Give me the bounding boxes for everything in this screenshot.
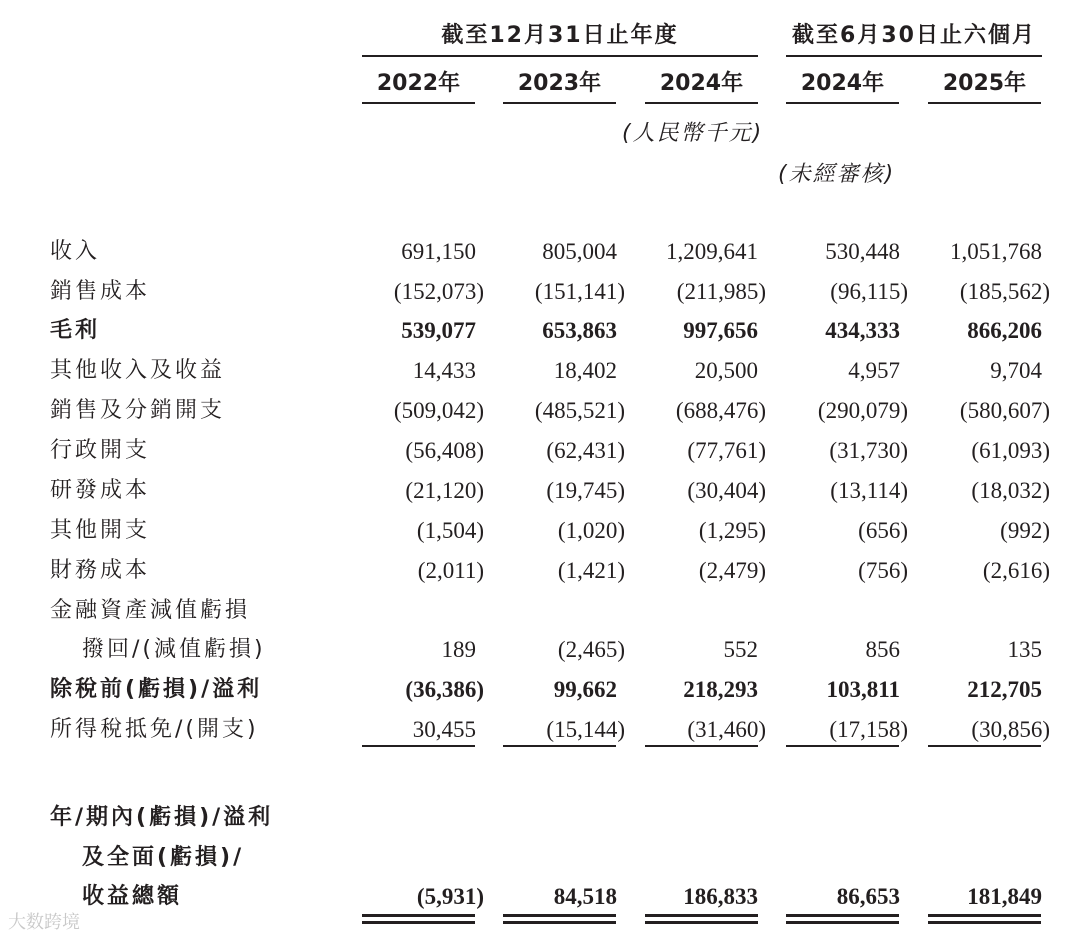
group-header-six-months: 截至6月30日止六個月 [792,23,1036,48]
year-header-2024-h1: 2024年 [800,71,885,96]
table-cell: 84,518 [553,884,617,909]
table-cell: 186,833 [683,884,758,909]
table-cell: 805,004 [542,239,617,264]
subtotal-rule [362,745,475,747]
table-cell: (992) [1000,518,1050,543]
year-header-rule [362,102,475,104]
table-cell: 552 [723,637,758,662]
table-cell: 99,662 [553,677,617,702]
subtotal-rule [786,745,899,747]
row-label: 其他收入及收益 [50,358,226,383]
row-label: 及全面(虧損)/ [82,845,245,870]
table-cell: (1,020) [557,518,625,543]
group-header-fiscal-year: 截至12月31日止年度 [441,23,679,48]
row-label: 收入 [50,239,101,264]
table-cell: 691,150 [401,239,476,264]
table-cell: (5,931) [416,884,484,909]
table-cell: (62,431) [546,438,625,463]
table-cell: (56,408) [405,438,484,463]
subtotal-rule [928,745,1041,747]
table-cell: (18,032) [971,478,1050,503]
total-double-rule [645,914,758,924]
table-cell: 9,704 [990,358,1042,383]
table-cell: 434,333 [825,318,900,343]
table-cell: (2,465) [557,637,625,662]
table-cell: (77,761) [687,438,766,463]
table-cell: (151,141) [534,279,625,304]
table-cell: 856 [865,637,900,662]
table-cell: (31,730) [829,438,908,463]
year-header-rule [928,102,1041,104]
table-cell: (1,504) [416,518,484,543]
year-header-2025-h1: 2025年 [942,71,1027,96]
table-cell: (2,011) [417,558,484,583]
table-cell: (580,607) [959,398,1050,423]
table-cell: 1,209,641 [666,239,758,264]
year-header-2024: 2024年 [659,71,744,96]
group-header-rule [786,55,1042,57]
table-cell: (756) [858,558,908,583]
row-label: 行政開支 [50,438,151,463]
subtotal-rule [645,745,758,747]
table-cell: 212,705 [967,677,1042,702]
table-cell: 530,448 [825,239,900,264]
table-cell: 218,293 [683,677,758,702]
table-cell: (509,042) [393,398,484,423]
row-label: 研發成本 [50,478,151,503]
table-cell: 189 [441,637,476,662]
table-cell: 135 [1007,637,1042,662]
table-cell: 103,811 [826,677,900,702]
row-label: 銷售成本 [50,279,151,304]
table-cell: (2,479) [698,558,766,583]
table-cell: (13,114) [830,478,908,503]
watermark-logo: 大数跨境 [8,912,80,933]
table-cell: (688,476) [675,398,766,423]
table-cell: (21,120) [405,478,484,503]
total-double-rule [503,914,616,924]
table-cell: 539,077 [401,318,476,343]
currency-note: (人民幣千元) [622,121,764,146]
row-label: 其他開支 [50,518,151,543]
row-label: 撥回/(減值虧損) [82,637,266,662]
year-header-rule [645,102,758,104]
row-label: 年/期內(虧損)/溢利 [50,805,274,830]
row-label: 毛利 [50,318,101,343]
table-cell: 30,455 [412,717,476,742]
table-cell: (30,856) [971,717,1050,742]
table-cell: 997,656 [683,318,758,343]
row-label: 金融資產減值虧損 [50,598,251,623]
table-cell: 18,402 [553,358,617,383]
table-cell: (1,295) [698,518,766,543]
table-cell: (185,562) [959,279,1050,304]
total-double-rule [362,914,475,924]
table-cell: (211,985) [676,279,766,304]
table-cell: 86,653 [836,884,900,909]
unaudited-note: (未經審核) [778,162,896,187]
table-cell: 866,206 [967,318,1042,343]
table-cell: (96,115) [830,279,908,304]
year-header-2022: 2022年 [376,71,461,96]
table-cell: (152,073) [393,279,484,304]
row-label: 財務成本 [50,558,151,583]
table-cell: 1,051,768 [950,239,1042,264]
row-label: 除稅前(虧損)/溢利 [50,677,263,702]
table-cell: 181,849 [967,884,1042,909]
table-cell: (36,386) [405,677,484,702]
table-cell: (1,421) [557,558,625,583]
subtotal-rule [503,745,616,747]
table-cell: 653,863 [542,318,617,343]
year-header-rule [503,102,616,104]
table-cell: (61,093) [971,438,1050,463]
table-cell: 20,500 [694,358,758,383]
table-cell: 14,433 [412,358,476,383]
total-double-rule [928,914,1041,924]
row-label: 收益總額 [82,884,183,909]
year-header-2023: 2023年 [517,71,602,96]
table-cell: (290,079) [817,398,908,423]
total-double-rule [786,914,899,924]
table-cell: (2,616) [982,558,1050,583]
table-cell: (15,144) [546,717,625,742]
table-cell: (31,460) [687,717,766,742]
row-label: 銷售及分銷開支 [50,398,226,423]
table-cell: (19,745) [546,478,625,503]
table-cell: (656) [858,518,908,543]
year-header-rule [786,102,899,104]
table-cell: 4,957 [848,358,900,383]
table-cell: (17,158) [829,717,908,742]
table-cell: (30,404) [687,478,766,503]
row-label: 所得稅抵免/(開支) [50,717,259,742]
table-cell: (485,521) [534,398,625,423]
group-header-rule [362,55,758,57]
